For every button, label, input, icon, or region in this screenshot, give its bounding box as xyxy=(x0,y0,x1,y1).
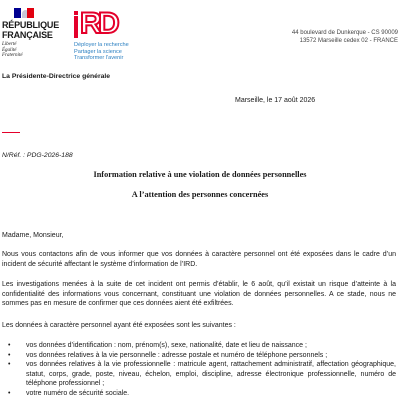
paragraph-investigation: Les investigations menées à la suite de cet incident ont permis d’établir, le 6 août, qu’il existait un risque d’atteinte à la confidentialité des informations vous concernant, constituant une violation de données personnelles. A ce stade, nous ne sommes pas en mesure de confirmer que ces données aient été exfiltrées. xyxy=(2,281,396,307)
reference-number: N/Réf. : PDG-2026-188 xyxy=(2,152,73,159)
list-item: • vos données relatives à la vie professionnelle : matricule agent, rattachement administratif, affectation géographique, statut, corps, grade, poste, niveau, échelon, emploi, discipline, adresse électronique professionnelle, numéro de téléphone professionnel ; xyxy=(2,360,396,389)
paragraph-incident: Nous vous contactons afin de vous informer que vos données à caractère personnel ont été exposées dans le cadre d’un incident de sécurité affectant le système d’information de l’IRD. xyxy=(2,251,396,268)
ird-logo-mark: R D xyxy=(74,8,154,42)
letter-subtitle: A l’attention des personnes concernées xyxy=(131,190,269,199)
letter-title: Information relative à une violation de données personnelles xyxy=(93,170,307,179)
ird-tagline: Déployer la recherche Partager la science Transformer l'avenir xyxy=(74,42,129,62)
marianne-flag-icon xyxy=(14,8,34,18)
list-item: • vos données d’identification : nom, prénom(s), sexe, nationalité, date et lieu de naissance ; xyxy=(2,341,396,351)
paragraph-exposed-data: Les données à caractère personnel ayant été exposées sont les suivantes : xyxy=(2,322,236,329)
place-date: Marseille, le 17 août 2026 xyxy=(235,97,316,104)
list-item: • vos données relatives à la vie personnelle : adresse postale et numéro de téléphone personnels ; xyxy=(2,351,396,361)
red-divider xyxy=(2,132,20,133)
salutation: Madame, Monsieur, xyxy=(2,232,64,239)
republique-francaise-logo xyxy=(2,8,58,59)
republic-motto: Liberté Égalité Fraternité xyxy=(2,42,23,58)
republic-name: RÉPUBLIQUE FRANÇAISE xyxy=(2,20,60,40)
exposed-data-list xyxy=(2,341,396,398)
sender-address: 44 boulevard de Dunkerque - CS 90009 13572 Marseille cedex 02 - FRANCE xyxy=(291,30,398,44)
ird-logo xyxy=(74,8,154,62)
list-item: • votre numéro de sécurité sociale. xyxy=(2,389,396,399)
president-title: La Présidente-Directrice générale xyxy=(2,73,111,80)
